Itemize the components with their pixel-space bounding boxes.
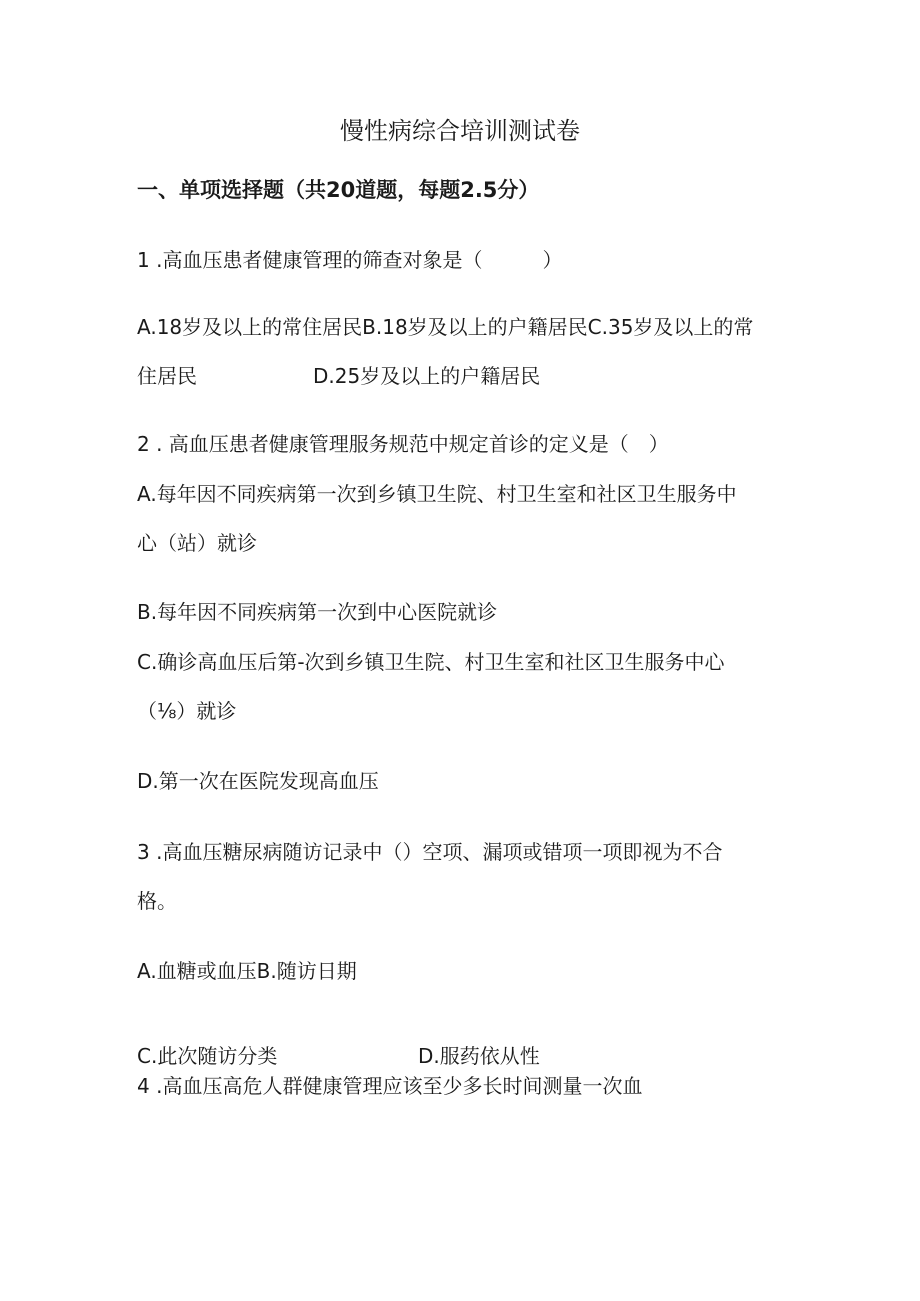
question-3-options-a-b: A.血糖或血压B.随访日期 bbox=[137, 959, 357, 983]
question-4-stem: 4 .高血压高危人群健康管理应该至少多长时间测量一次血 bbox=[137, 1074, 643, 1098]
question-2-option-c-line-1: C.确诊高血压后第-次到乡镇卫生院、村卫生室和社区卫生服务中心 bbox=[137, 650, 725, 674]
question-2-option-d: D.第一次在医院发现高血压 bbox=[137, 769, 379, 793]
question-2-option-a-line-1: A.每年因不同疾病第一次到乡镇卫生院、村卫生室和社区卫生服务中 bbox=[137, 482, 737, 506]
question-1-options-line-1: A.18岁及以上的常住居民B.18岁及以上的户籍居民C.35岁及以上的常 bbox=[137, 315, 754, 339]
question-2-option-b: B.每年因不同疾病第一次到中心医院就诊 bbox=[137, 600, 498, 624]
question-3-option-d: D.服药依从性 bbox=[418, 1044, 540, 1068]
question-2-option-a-line-2: 心（站）就诊 bbox=[137, 531, 257, 555]
question-3-option-c: C.此次随访分类 bbox=[137, 1044, 278, 1068]
question-1-options-line-2: 住居民 bbox=[137, 364, 197, 388]
question-2-stem: 2 . 高血压患者健康管理服务规范中规定首诊的定义是（ ） bbox=[137, 432, 669, 456]
question-1-stem: 1 .高血压患者健康管理的筛查对象是（ ） bbox=[137, 248, 563, 272]
question-3-stem-line-2: 格。 bbox=[137, 889, 177, 913]
question-2-option-c-line-2: （⅛）就诊 bbox=[137, 699, 237, 723]
question-1-option-d: D.25岁及以上的户籍居民 bbox=[313, 364, 541, 388]
page-title: 慢性病综合培训测试卷 bbox=[340, 117, 580, 145]
question-3-stem-line-1: 3 .高血压糖尿病随访记录中（）空项、漏项或错项一项即视为不合 bbox=[137, 840, 723, 864]
section-heading: 一、单项选择题（共20道题，每题2.5分） bbox=[137, 178, 540, 202]
